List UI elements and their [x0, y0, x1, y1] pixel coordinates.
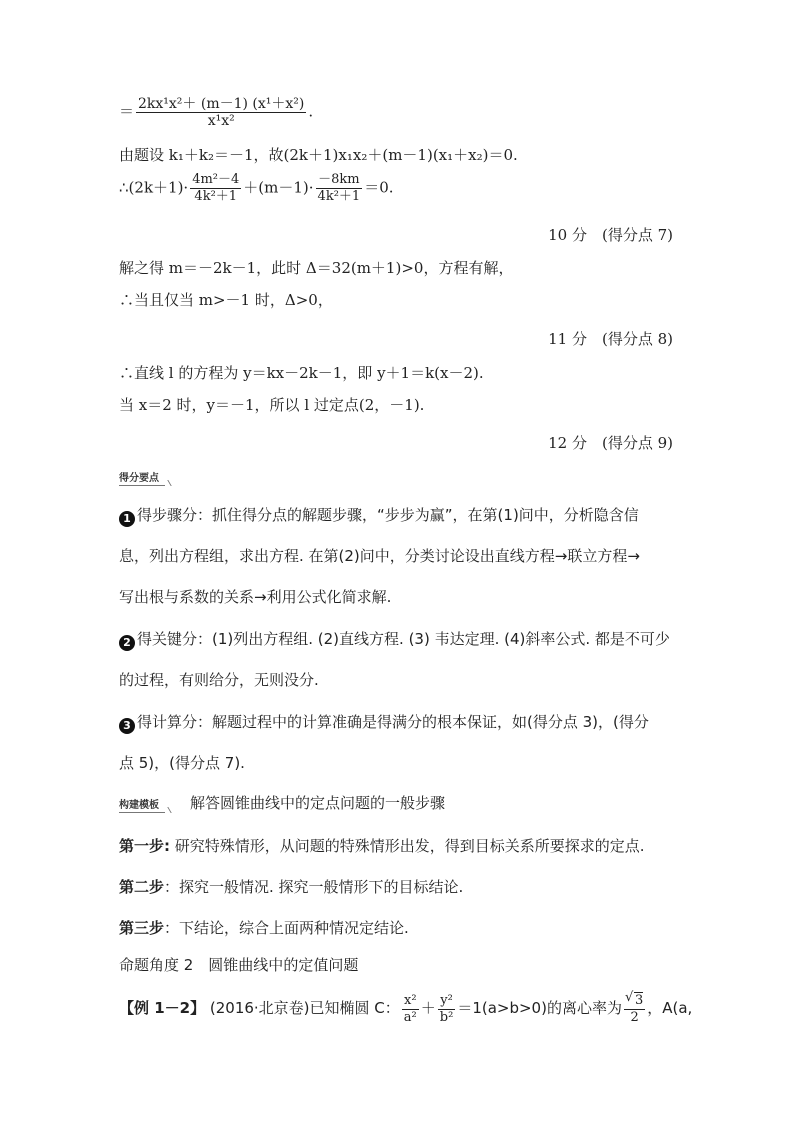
- step-3: [119, 918, 679, 938]
- template-title: 解答圆锥曲线中的定点问题的一般步骤: [190, 794, 446, 812]
- point-1-line-3: 写出根与系数的关系→利用公式化简求解.: [119, 588, 392, 606]
- eq3-suffix: ＝0.: [364, 178, 394, 197]
- step-2: [119, 877, 679, 897]
- fraction-numerator: 2kx¹x²＋ (m－1) (x¹＋x²): [138, 96, 305, 112]
- point-2-line-2: 的过程，有则给分，无则没分.: [119, 671, 319, 689]
- equation-line-1: [119, 96, 313, 129]
- point-2: [119, 629, 679, 711]
- fraction-y-over-b: [438, 993, 456, 1026]
- equation-line-5: ∴当且仅当 m>－1 时，Δ>0，: [119, 291, 333, 309]
- point-1: [119, 505, 679, 628]
- point-1-line-1: 得步骤分：抓住得分点的解题步骤，“步步为赢”，在第(1)问中，分析隐含信: [137, 506, 639, 524]
- eq3-prefix: ∴(2k＋1)·: [119, 178, 189, 197]
- number-badge-3: 3: [119, 718, 135, 734]
- equation-line-3: [119, 172, 394, 205]
- period: .: [308, 102, 314, 121]
- score-note-1: 10 分 (得分点 7): [548, 226, 673, 244]
- score-note-3: 12 分 (得分点 9): [548, 434, 673, 452]
- example-source: (2016·北京卷)已知椭圆 C：: [209, 999, 400, 1017]
- fraction-2: [316, 172, 363, 205]
- example-middle: ＝1(a>b>0)的离心率为: [457, 999, 622, 1017]
- step-3-text: ：下结论，综合上面两种情况定结论.: [164, 919, 409, 937]
- point-2-line-1: 得关键分：(1)列出方程组. (2)直线方程. (3) 韦达定理. (4)斜率公式. 都是不可少: [137, 630, 670, 648]
- sqrt-value: √ 3: [634, 992, 643, 1009]
- proposition-angle-title: 命题角度 2 圆锥曲线中的定值问题: [119, 956, 359, 974]
- step-1: [119, 836, 679, 856]
- point-3-line-2: 点 5)，(得分点 7).: [119, 754, 245, 772]
- fraction-1-numerator: 4m²－4: [192, 172, 240, 187]
- fraction-x-over-a: [402, 993, 419, 1026]
- step-3-label: 第三步: [119, 919, 165, 937]
- step-2-text: ：探究一般情况. 探究一般情形下的目标结论.: [164, 878, 464, 896]
- point-1-line-2: 息，列出方程组，求出方程. 在第(2)问中，分类讨论设出直线方程→联立方程→: [119, 547, 640, 565]
- number-badge-1: 1: [119, 511, 135, 527]
- number-badge-2: 2: [119, 635, 135, 651]
- score-note-2: 11 分 (得分点 8): [548, 330, 673, 348]
- section-tag-scoring-points: 得分要点: [119, 469, 165, 486]
- equals-sign: ＝: [119, 102, 135, 121]
- eccentricity-numerator: [624, 992, 645, 1010]
- example-label: 【例 1－2】: [119, 999, 206, 1017]
- point-3-line-1: 得计算分：解题过程中的计算准确是得满分的根本保证，如(得分点 3)，(得分: [137, 713, 649, 731]
- fraction-x-numerator: x²: [402, 993, 419, 1010]
- equation-line-2: 由题设 k₁＋k₂＝－1，故(2k＋1)x₁x₂＋(m－1)(x₁＋x₂)＝0.: [119, 146, 518, 164]
- fraction-2-denominator: 4k²＋1: [317, 189, 361, 204]
- example-line: [119, 992, 692, 1026]
- fraction-2-numerator: －8km: [316, 172, 363, 189]
- section-tag-build-template: 构建模板: [119, 796, 165, 813]
- equation-line-6: ∴直线 l 的方程为 y＝kx－2k－1，即 y＋1＝k(x－2).: [119, 364, 484, 382]
- plus-sign: ＋: [420, 999, 436, 1017]
- fraction-1: [190, 172, 241, 205]
- fraction-y-denominator: b²: [439, 1009, 454, 1025]
- example-suffix: ，A(a,: [647, 999, 693, 1017]
- point-3: [119, 712, 679, 794]
- equation-line-7: 当 x＝2 时，y＝－1，所以 l 过定点(2，－1).: [119, 396, 425, 414]
- equation-line-4: 解之得 m＝－2k－1，此时 Δ＝32(m＋1)>0，方程有解，: [119, 259, 514, 277]
- eccentricity-denominator: 2: [630, 1010, 639, 1025]
- step-1-text: 研究特殊情形，从问题的特殊情形出发，得到目标关系所要探求的定点.: [170, 837, 645, 855]
- fraction-y-numerator: y²: [438, 993, 456, 1010]
- fraction-1-denominator: 4k²＋1: [194, 189, 238, 204]
- eq3-middle: ＋(m－1)·: [243, 178, 314, 197]
- fraction-denominator: x¹x²: [207, 113, 235, 129]
- fraction-expression: [136, 96, 306, 129]
- step-1-label: 第一步:: [119, 837, 170, 855]
- fraction-eccentricity: [624, 992, 645, 1026]
- fraction-x-denominator: a²: [403, 1009, 417, 1025]
- step-2-label: 第二步: [119, 878, 165, 896]
